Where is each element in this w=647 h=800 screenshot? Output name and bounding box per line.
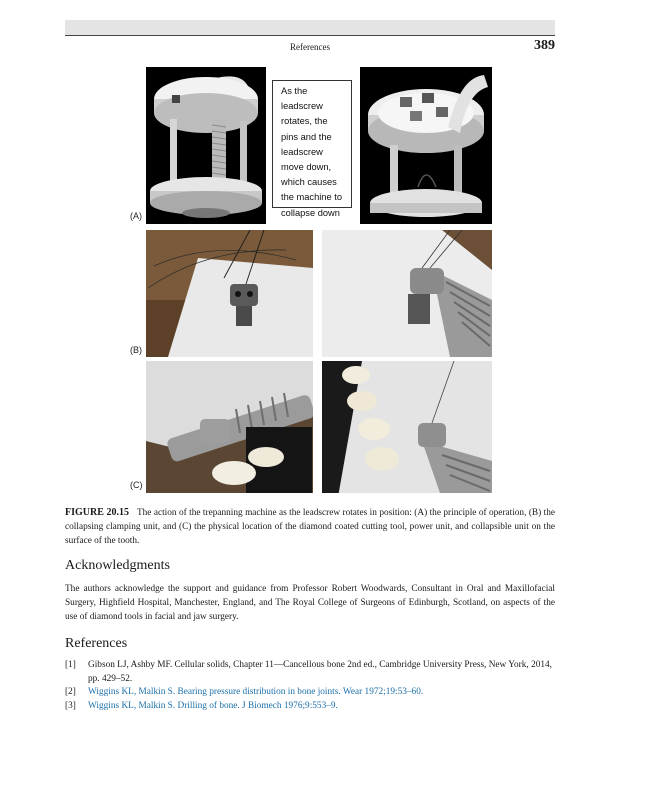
running-title: References xyxy=(290,42,330,52)
figure-number: FIGURE 20.15 xyxy=(65,507,129,518)
figure-b-right-photo xyxy=(322,230,492,357)
callout-line: the machine to xyxy=(281,192,342,203)
callout-line: collapse down xyxy=(281,207,340,218)
figure-caption-text: The action of the trepanning machine as the leadscrew rotates in position: (A) the principle of operation, (B) the collapsing clamping unit, and (C) the physical location of the diamond coated cutting tool, power unit, and collapsible unit on the surface of the tooth. xyxy=(65,508,555,546)
callout-line: leadscrew xyxy=(281,101,323,112)
page-number: 389 xyxy=(534,38,555,53)
figure-a-left-render xyxy=(146,67,266,224)
reference-item xyxy=(65,686,555,700)
figure-a-callout xyxy=(272,80,352,218)
page-top-bar xyxy=(65,20,555,35)
running-head xyxy=(65,38,555,58)
reference-number: [2] xyxy=(65,687,76,697)
callout-line: rotates, the xyxy=(281,116,328,127)
references-heading: References xyxy=(65,636,128,651)
figure-c-right-photo xyxy=(322,361,492,493)
reference-text: Gibson LJ, Ashby MF. Cellular solids, Chapter 11—Cancellous bone 2nd ed., Cambridge University Press, New York, 2014, pp. 429–52. xyxy=(88,660,552,684)
callout-line: move down, xyxy=(281,162,332,173)
reference-number: [3] xyxy=(65,700,76,711)
callout-line: leadscrew xyxy=(281,146,323,157)
callout-line: As the xyxy=(281,86,308,96)
reference-list xyxy=(65,659,555,713)
reference-link[interactable]: Wiggins KL, Malkin S. Drilling of bone. J Biomech 1976;9:553–9. xyxy=(88,700,338,711)
header-rule xyxy=(65,35,555,36)
acknowledgments-heading: Acknowledgments xyxy=(65,558,170,573)
reference-link[interactable]: Wiggins KL, Malkin S. Bearing pressure distribution in bone joints. Wear 1972;19:53–60. xyxy=(88,687,424,697)
panel-label-a: (A) xyxy=(130,211,142,221)
reference-item xyxy=(65,659,555,686)
panel-label-b: (B) xyxy=(130,345,142,355)
callout-line: which causes xyxy=(281,177,337,188)
figure-caption xyxy=(65,506,555,548)
figure-a-right-render xyxy=(360,67,492,224)
panel-label-c: (C) xyxy=(130,480,143,490)
callout-line: pins and the xyxy=(281,131,332,142)
reference-item xyxy=(65,700,555,714)
acknowledgments-body: The authors acknowledge the support and guidance from Professor Robert Woodwards, Consultant in Oral and Maxillofacial Surgery, Highfield Hospital, Manchester, England, and The Royal College of Surgeons of Edinburgh, Scotland, on aspects of the use of diamond tools in facial and jaw surgery. xyxy=(65,584,555,622)
figure-c-left-photo xyxy=(146,361,313,493)
reference-number: [1] xyxy=(65,660,76,670)
figure-b-left-photo xyxy=(146,230,313,357)
